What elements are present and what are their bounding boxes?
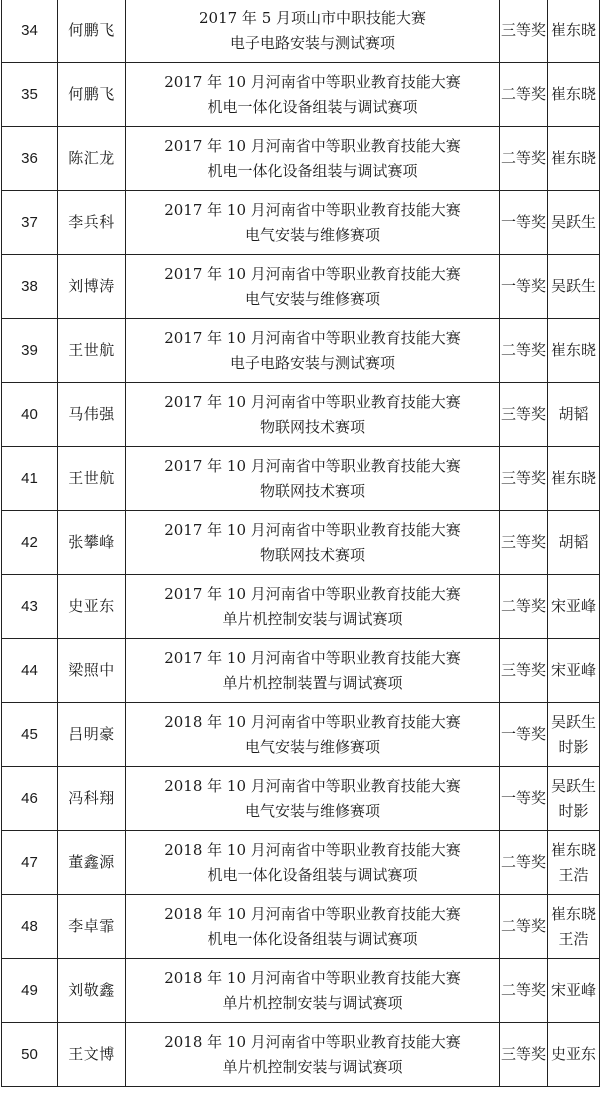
teacher-name: 崔东晓 (550, 149, 596, 167)
teacher-cell (548, 767, 600, 831)
teacher-cell (548, 383, 600, 447)
competition-cell (126, 703, 500, 767)
student-name: 李卓霏 (58, 895, 126, 959)
teacher-cell (548, 639, 600, 703)
row-number: 47 (2, 831, 58, 895)
teacher-cell (548, 319, 600, 383)
teacher-name: 宋亚峰 (550, 981, 596, 999)
award-level: 三等奖 (500, 383, 548, 447)
teacher-cell (548, 0, 600, 63)
student-name: 何鹏飞 (58, 63, 126, 127)
competition-cell (126, 255, 500, 319)
teacher-cell (548, 511, 600, 575)
award-level: 三等奖 (500, 511, 548, 575)
teacher-name: 崔东晓 (550, 840, 596, 859)
award-level: 三等奖 (500, 639, 548, 703)
competition-title: 2017 年 10 月河南省中等职业教育技能大赛 (164, 200, 461, 219)
student-name: 张攀峰 (58, 511, 126, 575)
competition-title: 2018 年 10 月河南省中等职业教育技能大赛 (164, 968, 461, 987)
student-name: 王世航 (58, 319, 126, 383)
competition-event: 机电一体化设备组装与调试赛项 (207, 865, 418, 884)
teacher-name: 吴跃生 (550, 277, 596, 295)
teacher-name: 崔东晓 (550, 85, 596, 103)
award-level: 一等奖 (500, 767, 548, 831)
table-row (2, 319, 600, 383)
award-level: 一等奖 (500, 703, 548, 767)
row-number: 38 (2, 255, 58, 319)
competition-cell (126, 447, 500, 511)
row-number: 35 (2, 63, 58, 127)
teacher-cell (548, 447, 600, 511)
awards-table (1, 0, 600, 1087)
competition-title: 2017 年 10 月河南省中等职业教育技能大赛 (164, 72, 461, 91)
competition-cell (126, 831, 500, 895)
student-name: 刘敬鑫 (58, 959, 126, 1023)
competition-cell (126, 0, 500, 63)
competition-event: 电子电路安装与测试赛项 (229, 353, 395, 372)
teacher-name: 宋亚峰 (550, 597, 596, 615)
row-number: 42 (2, 511, 58, 575)
row-number: 45 (2, 703, 58, 767)
competition-event: 电气安装与维修赛项 (244, 801, 380, 820)
teacher-cell (548, 959, 600, 1023)
teacher-name-second: 时影 (558, 801, 589, 820)
row-number: 44 (2, 639, 58, 703)
award-level: 二等奖 (500, 319, 548, 383)
row-number: 43 (2, 575, 58, 639)
award-level: 三等奖 (500, 447, 548, 511)
row-number: 49 (2, 959, 58, 1023)
row-number: 40 (2, 383, 58, 447)
award-level: 三等奖 (500, 0, 548, 63)
row-number: 48 (2, 895, 58, 959)
competition-event: 电子电路安装与测试赛项 (229, 33, 395, 52)
competition-cell (126, 1023, 500, 1087)
student-name: 董鑫源 (58, 831, 126, 895)
table-row (2, 511, 600, 575)
competition-event: 机电一体化设备组装与调试赛项 (207, 161, 418, 180)
competition-cell (126, 575, 500, 639)
row-number: 41 (2, 447, 58, 511)
competition-cell (126, 959, 500, 1023)
competition-title: 2017 年 10 月河南省中等职业教育技能大赛 (164, 584, 461, 603)
student-name: 陈汇龙 (58, 127, 126, 191)
table-row (2, 703, 600, 767)
competition-event: 电气安装与维修赛项 (244, 289, 380, 308)
competition-cell (126, 191, 500, 255)
teacher-cell (548, 703, 600, 767)
awards-table-body (2, 0, 600, 1087)
teacher-cell (548, 575, 600, 639)
competition-event: 电气安装与维修赛项 (244, 225, 380, 244)
student-name: 刘博涛 (58, 255, 126, 319)
competition-event: 机电一体化设备组装与调试赛项 (207, 97, 418, 116)
competition-title: 2017 年 10 月河南省中等职业教育技能大赛 (164, 328, 461, 347)
teacher-name: 吴跃生 (550, 712, 596, 731)
teacher-name: 胡韬 (558, 405, 589, 423)
competition-event: 单片机控制安装与调试赛项 (222, 1057, 403, 1076)
teacher-name: 崔东晓 (550, 21, 596, 39)
table-row (2, 639, 600, 703)
competition-cell (126, 319, 500, 383)
student-name: 王世航 (58, 447, 126, 511)
competition-title: 2017 年 10 月河南省中等职业教育技能大赛 (164, 520, 461, 539)
table-row (2, 831, 600, 895)
competition-title: 2018 年 10 月河南省中等职业教育技能大赛 (164, 904, 461, 923)
competition-cell (126, 63, 500, 127)
competition-cell (126, 639, 500, 703)
competition-event: 物联网技术赛项 (259, 481, 365, 500)
table-row (2, 383, 600, 447)
student-name: 何鹏飞 (58, 0, 126, 63)
table-row (2, 255, 600, 319)
teacher-cell (548, 191, 600, 255)
student-name: 梁照中 (58, 639, 126, 703)
competition-title: 2017 年 10 月河南省中等职业教育技能大赛 (164, 648, 461, 667)
competition-title: 2018 年 10 月河南省中等职业教育技能大赛 (164, 712, 461, 731)
table-row (2, 1023, 600, 1087)
competition-cell (126, 383, 500, 447)
award-level: 二等奖 (500, 127, 548, 191)
teacher-cell (548, 127, 600, 191)
teacher-cell (548, 63, 600, 127)
award-level: 二等奖 (500, 63, 548, 127)
table-row (2, 959, 600, 1023)
student-name: 王文博 (58, 1023, 126, 1087)
competition-event: 机电一体化设备组装与调试赛项 (207, 929, 418, 948)
table-row (2, 63, 600, 127)
competition-title: 2017 年 10 月河南省中等职业教育技能大赛 (164, 136, 461, 155)
competition-title: 2017 年 5 月项山市中职技能大赛 (198, 8, 427, 27)
award-level: 一等奖 (500, 255, 548, 319)
competition-event: 物联网技术赛项 (259, 545, 365, 564)
competition-event: 单片机控制安装与调试赛项 (222, 609, 403, 628)
competition-event: 单片机控制安装与调试赛项 (222, 993, 403, 1012)
teacher-name: 胡韬 (558, 533, 589, 551)
competition-title: 2017 年 10 月河南省中等职业教育技能大赛 (164, 392, 461, 411)
student-name: 冯科翔 (58, 767, 126, 831)
competition-cell (126, 127, 500, 191)
teacher-name: 崔东晓 (550, 341, 596, 359)
award-level: 二等奖 (500, 575, 548, 639)
row-number: 46 (2, 767, 58, 831)
award-level: 二等奖 (500, 831, 548, 895)
competition-title: 2018 年 10 月河南省中等职业教育技能大赛 (164, 1032, 461, 1051)
competition-cell (126, 895, 500, 959)
award-level: 一等奖 (500, 191, 548, 255)
teacher-name: 崔东晓 (550, 904, 596, 923)
teacher-name-second: 王浩 (558, 929, 589, 948)
student-name: 史亚东 (58, 575, 126, 639)
row-number: 34 (2, 0, 58, 63)
student-name: 李兵科 (58, 191, 126, 255)
competition-event: 电气安装与维修赛项 (244, 737, 380, 756)
teacher-name: 崔东晓 (550, 469, 596, 487)
table-row (2, 767, 600, 831)
table-row (2, 895, 600, 959)
competition-cell (126, 767, 500, 831)
competition-title: 2017 年 10 月河南省中等职业教育技能大赛 (164, 264, 461, 283)
competition-cell (126, 511, 500, 575)
table-row (2, 191, 600, 255)
award-level: 二等奖 (500, 895, 548, 959)
table-row (2, 575, 600, 639)
student-name: 马伟强 (58, 383, 126, 447)
teacher-name: 吴跃生 (550, 776, 596, 795)
table-row (2, 127, 600, 191)
teacher-name: 史亚东 (550, 1045, 596, 1063)
teacher-cell (548, 831, 600, 895)
student-name: 吕明豪 (58, 703, 126, 767)
award-level: 三等奖 (500, 1023, 548, 1087)
competition-title: 2018 年 10 月河南省中等职业教育技能大赛 (164, 840, 461, 859)
competition-title: 2018 年 10 月河南省中等职业教育技能大赛 (164, 776, 461, 795)
teacher-name: 宋亚峰 (550, 661, 596, 679)
row-number: 37 (2, 191, 58, 255)
table-row (2, 447, 600, 511)
teacher-cell (548, 895, 600, 959)
teacher-name-second: 王浩 (558, 865, 589, 884)
row-number: 39 (2, 319, 58, 383)
competition-title: 2017 年 10 月河南省中等职业教育技能大赛 (164, 456, 461, 475)
row-number: 50 (2, 1023, 58, 1087)
teacher-cell (548, 255, 600, 319)
teacher-name: 吴跃生 (550, 213, 596, 231)
teacher-cell (548, 1023, 600, 1087)
teacher-name-second: 时影 (558, 737, 589, 756)
row-number: 36 (2, 127, 58, 191)
competition-event: 物联网技术赛项 (259, 417, 365, 436)
competition-event: 单片机控制装置与调试赛项 (222, 673, 403, 692)
award-level: 二等奖 (500, 959, 548, 1023)
table-row (2, 0, 600, 63)
